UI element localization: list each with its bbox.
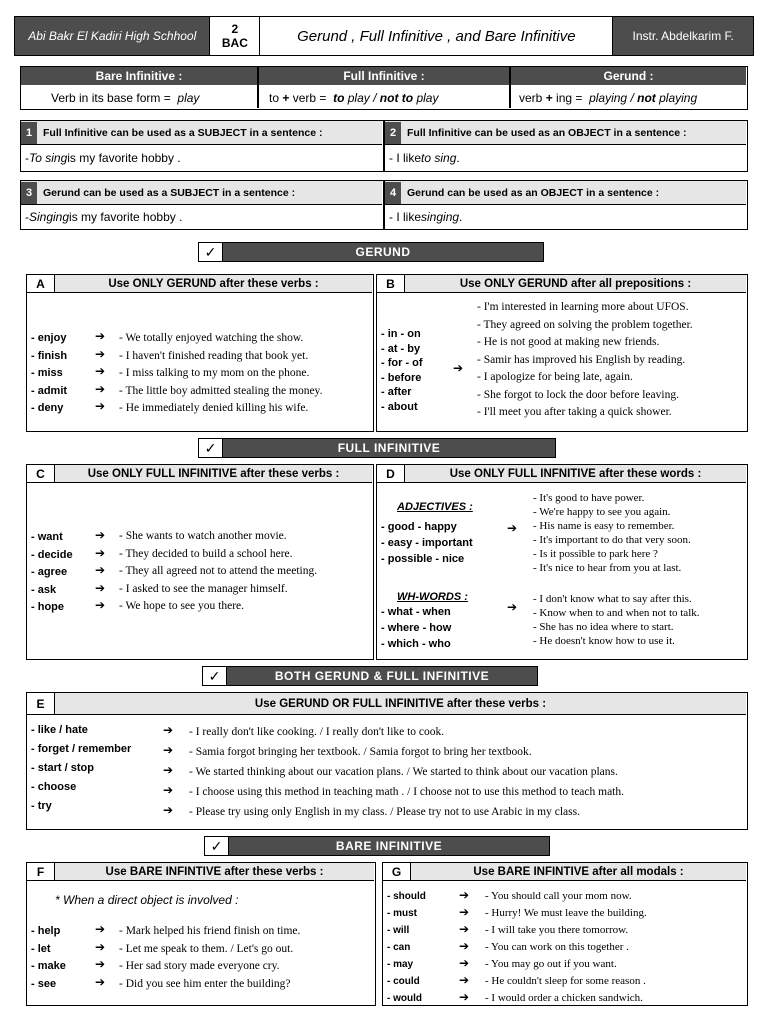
example-sentence: - Mark helped his friend finish on time. — [119, 925, 301, 937]
both-band — [202, 666, 538, 686]
instructor-name: Instr. Abdelkarim F. — [613, 17, 753, 55]
example-sentence: - I apologize for being late, again. — [477, 371, 633, 383]
case-example: - Singing is my favorite hobby . — [25, 210, 183, 224]
arrow-icon: ➔ — [95, 939, 106, 954]
arrow-icon: ➔ — [507, 600, 518, 614]
list-item: - must — [387, 908, 417, 919]
example-sentence: - I asked to see the manager himself. — [119, 582, 288, 595]
arrow-icon: ➔ — [95, 346, 106, 361]
example-sentence: - I don't know what to say after this. — [533, 593, 692, 605]
example-sentence: - They decided to build a school here. — [119, 547, 293, 560]
section-title: Use GERUND OR FULL INFINITIVE after these verbs : — [254, 697, 547, 710]
list-item: - will — [387, 925, 410, 936]
case-example: - I like to sing . — [389, 151, 460, 165]
list-item: - want — [31, 531, 63, 543]
list-item: - make — [31, 960, 66, 972]
gerund-band — [198, 242, 544, 262]
adjectives-heading: ADJECTIVES : — [397, 501, 473, 513]
gerund-head: Gerund : — [511, 67, 746, 85]
list-item: - like / hate — [31, 724, 88, 736]
list-item: - which - who — [381, 638, 451, 650]
check-icon: ✓ — [199, 243, 223, 261]
arrow-icon: ➔ — [459, 990, 470, 1004]
example-sentence: - We started thinking about our vacation plans. / We started to think about our vacation plans. — [189, 766, 618, 778]
case-title: Gerund can be used as an OBJECT in a sentence : — [407, 186, 660, 199]
case-number: 3 — [21, 182, 37, 204]
list-item: - about — [381, 400, 418, 413]
list-item: - can — [387, 942, 411, 953]
bare-verbs-list — [31, 923, 66, 993]
section-a — [26, 274, 374, 432]
arrow-icon: ➔ — [163, 783, 174, 797]
arrow-icon: ➔ — [95, 364, 106, 378]
arrow-icon: ➔ — [459, 973, 470, 987]
example-sentence: - He immediately denied killing his wife. — [119, 402, 309, 414]
section-letter: D — [377, 465, 405, 482]
list-item: - would — [387, 993, 422, 1004]
arrow-icon: ➔ — [95, 580, 106, 595]
arrow-icon: ➔ — [95, 399, 106, 413]
list-item: - after — [381, 386, 412, 398]
example-sentence: - I would order a chicken sandwich. — [485, 992, 643, 1004]
case-title: Full Infinitive can be used as a SUBJECT in a sentence : — [43, 126, 323, 139]
case-title: Gerund can be used as a SUBJECT in a sentence : — [43, 186, 296, 199]
adjective-examples — [533, 491, 691, 575]
examples-list — [189, 722, 624, 822]
arrow-icon: ➔ — [95, 974, 106, 989]
arrow-icon: ➔ — [95, 329, 106, 343]
list-item: - see — [31, 977, 57, 990]
list-item: - start / stop — [31, 762, 94, 774]
full-form-definition: to + verb = to play / not to play — [269, 91, 439, 105]
example-sentence: - It's good to have power. — [533, 492, 645, 504]
modals-list — [387, 888, 426, 1007]
arrow-icon: ➔ — [459, 956, 470, 970]
gerund-verbs-list — [31, 330, 67, 418]
example-sentence: - Please try using only English in my class. / Please try not to use Arabic in my class. — [189, 806, 580, 818]
list-item: - where - how — [381, 622, 452, 634]
example-sentence: - He is not good at making new friends. — [477, 336, 660, 348]
arrow-icon: ➔ — [95, 528, 106, 542]
case-1-box — [20, 120, 384, 172]
list-item: - easy - important — [381, 537, 473, 549]
section-e — [26, 692, 748, 830]
case-number: 1 — [21, 122, 37, 144]
arrow-icon: ➔ — [459, 888, 470, 902]
both-verbs-list — [31, 721, 131, 816]
case-2-box — [384, 120, 748, 172]
list-item: - may — [387, 959, 414, 970]
list-item: - good - happy — [381, 521, 457, 533]
wh-words-list — [381, 604, 451, 652]
example-sentence: - I really don't like cooking. / I really don't like to cook. — [189, 726, 445, 738]
list-item: - decide — [31, 548, 73, 561]
list-item: - miss — [31, 367, 63, 379]
section-g-head — [383, 863, 746, 881]
section-letter: F — [27, 863, 55, 880]
arrow-icon: ➔ — [507, 521, 518, 535]
arrow-icon: ➔ — [95, 598, 106, 612]
section-letter: A — [27, 275, 55, 292]
example-sentence: - We totally enjoyed watching the show. — [119, 332, 304, 344]
case-example: - I like singing . — [389, 210, 463, 224]
prepositions-list — [381, 327, 423, 414]
list-item: - should — [387, 891, 426, 902]
list-item: - try — [31, 800, 52, 812]
school-name: Abi Bakr El Kadiri High Schhool — [15, 17, 210, 55]
example-sentence: - I choose using this method in teaching math . / I choose not to use this method to teach math. — [189, 786, 625, 798]
example-sentence: - You should call your mom now. — [485, 890, 632, 902]
example-sentence: - Did you see him enter the building? — [119, 977, 291, 990]
full-infinitive-verbs-list — [31, 529, 73, 617]
list-item: - forget / remember — [31, 743, 132, 755]
arrow-icon: ➔ — [95, 545, 106, 560]
bare-form-definition: Verb in its base form = play — [51, 91, 200, 105]
bare-infinitive-head: Bare Infinitive : — [21, 67, 257, 85]
wh-words-heading: WH-WORDS : — [397, 591, 468, 603]
arrow-icon: ➔ — [95, 563, 106, 577]
list-item: - in - on — [381, 328, 421, 340]
example-sentence: - Is it possible to park here ? — [533, 548, 658, 560]
section-letter: C — [27, 465, 55, 482]
examples-list — [119, 330, 322, 418]
page-title: Gerund , Full Infinitive , and Bare Infinitive — [260, 17, 613, 55]
example-sentence: - Let me speak to them. / Let's go out. — [119, 942, 294, 955]
example-sentence: - I will take you there tomorrow. — [485, 924, 629, 936]
examples-list — [119, 528, 317, 616]
section-d — [376, 464, 748, 660]
section-title: Use BARE INFINTIVE after all modals : — [473, 865, 684, 878]
arrow-icon: ➔ — [95, 381, 106, 396]
arrow-column — [95, 328, 105, 416]
example-sentence: - Samir has improved his English by reading. — [477, 353, 686, 366]
section-f-head — [27, 863, 374, 881]
example-sentence: - Samia forgot bringing her textbook. / Samia forgot to bring her textbook. — [189, 746, 532, 758]
arrow-icon: ➔ — [453, 361, 464, 375]
band-title: BARE INFINITIVE — [229, 837, 549, 855]
list-item: - enjoy — [31, 332, 67, 344]
list-item: - admit — [31, 384, 68, 397]
arrow-icon: ➔ — [459, 922, 470, 936]
level-badge: 2 BAC — [210, 17, 260, 55]
list-item: - ask — [31, 583, 57, 596]
example-sentence: - I'll meet you after taking a quick shower. — [477, 406, 672, 418]
section-title: Use BARE INFINTIVE after these verbs : — [105, 865, 324, 878]
list-item: - could — [387, 976, 420, 987]
list-item: - finish — [31, 349, 68, 362]
section-b — [376, 274, 748, 432]
arrow-icon: ➔ — [163, 803, 174, 817]
list-item: - at - by — [381, 342, 421, 355]
section-d-head — [377, 465, 746, 483]
example-sentence: - It's important to do that very soon. — [533, 534, 691, 546]
example-sentence: - You may go out if you want. — [485, 958, 617, 970]
list-item: - possible - nice — [381, 553, 465, 565]
example-sentence: - It's nice to hear from you at last. — [533, 562, 682, 574]
wh-examples — [533, 592, 700, 648]
list-item: - agree — [31, 566, 68, 578]
example-sentence: - She forgot to lock the door before leaving. — [477, 388, 679, 401]
check-icon: ✓ — [199, 439, 223, 457]
list-item: - choose — [31, 781, 77, 793]
list-item: - help — [31, 925, 61, 937]
example-sentence: - Her sad story made everyone cry. — [119, 960, 280, 972]
section-title: Use ONLY FULL INFINITIVE after these verbs : — [87, 467, 340, 480]
forms-table — [20, 66, 748, 110]
example-sentence: - I'm interested in learning more about UFOS. — [477, 301, 689, 313]
list-item: - let — [31, 942, 51, 955]
example-sentence: - He doesn't know how to use it. — [533, 635, 675, 647]
bare-infinitive-band — [204, 836, 550, 856]
arrow-column — [459, 887, 469, 1006]
example-sentence: - She has no idea where to start. — [533, 621, 674, 633]
example-sentence: - I miss talking to my mom on the phone. — [119, 367, 310, 379]
arrow-icon: ➔ — [163, 723, 174, 737]
case-4-box — [384, 180, 748, 230]
section-title: Use ONLY GERUND after these verbs : — [108, 277, 319, 290]
arrow-icon: ➔ — [459, 905, 470, 919]
band-title: GERUND — [223, 243, 543, 261]
arrow-icon: ➔ — [95, 922, 106, 936]
arrow-icon: ➔ — [163, 743, 174, 757]
band-title: FULL INFINITIVE — [223, 439, 555, 457]
arrow-column — [95, 921, 105, 991]
example-sentence: - Hurry! We must leave the building. — [485, 907, 647, 919]
direct-object-note: * When a direct object is involved : — [55, 893, 239, 907]
check-icon: ✓ — [203, 667, 227, 685]
case-title: Full Infinitive can be used as an OBJECT in a sentence : — [407, 126, 687, 139]
case-number: 4 — [385, 182, 401, 204]
section-e-head — [27, 693, 746, 715]
example-sentence: - They agreed on solving the problem together. — [477, 318, 693, 331]
section-letter: B — [377, 275, 405, 292]
example-sentence: - Know when to and when not to talk. — [533, 607, 700, 619]
list-item: - before — [381, 371, 422, 384]
section-f — [26, 862, 376, 1006]
case-3-box — [20, 180, 384, 230]
example-sentence: - We hope to see you there. — [119, 600, 245, 612]
check-icon: ✓ — [205, 837, 229, 855]
list-item: - deny — [31, 402, 64, 414]
section-letter: G — [383, 863, 411, 880]
full-infinitive-band — [198, 438, 556, 458]
examples-list — [485, 888, 647, 1007]
example-sentence: - His name is easy to remember. — [533, 520, 675, 532]
example-sentence: - You can work on this together . — [485, 941, 629, 953]
case-number: 2 — [385, 122, 401, 144]
case-example: - To sing is my favorite hobby . — [25, 151, 181, 165]
examples-list — [119, 923, 300, 993]
page-header — [14, 16, 754, 56]
example-sentence: - He couldn't sleep for some reason . — [485, 975, 646, 987]
example-sentence: - They all agreed not to attend the meeting. — [119, 565, 318, 577]
list-item: - hope — [31, 601, 64, 613]
adjectives-list — [381, 519, 473, 567]
example-sentence: - I haven't finished reading that book yet. — [119, 349, 309, 362]
list-item: - what - when — [381, 606, 451, 618]
examples-list — [477, 299, 693, 422]
section-title: Use ONLY FULL INFNITIVE after these words : — [449, 467, 702, 480]
example-sentence: - The little boy admitted stealing the money. — [119, 384, 323, 397]
section-g — [382, 862, 748, 1006]
gerund-form-definition: verb + ing = playing / not playing — [519, 91, 698, 105]
example-sentence: - We're happy to see you again. — [533, 506, 671, 518]
list-item: - for - of — [381, 357, 423, 369]
arrow-column — [163, 720, 173, 820]
full-infinitive-head: Full Infinitive : — [259, 67, 509, 85]
arrow-icon: ➔ — [95, 957, 106, 971]
section-c — [26, 464, 374, 660]
section-a-head — [27, 275, 372, 293]
section-c-head — [27, 465, 372, 483]
section-b-head — [377, 275, 746, 293]
arrow-column — [95, 527, 105, 615]
section-letter: E — [27, 693, 55, 714]
band-title: BOTH GERUND & FULL INFINITIVE — [227, 667, 537, 685]
section-title: Use ONLY GERUND after all prepositions : — [459, 277, 692, 290]
arrow-icon: ➔ — [459, 939, 470, 953]
example-sentence: - She wants to watch another movie. — [119, 530, 287, 542]
arrow-icon: ➔ — [163, 763, 174, 777]
